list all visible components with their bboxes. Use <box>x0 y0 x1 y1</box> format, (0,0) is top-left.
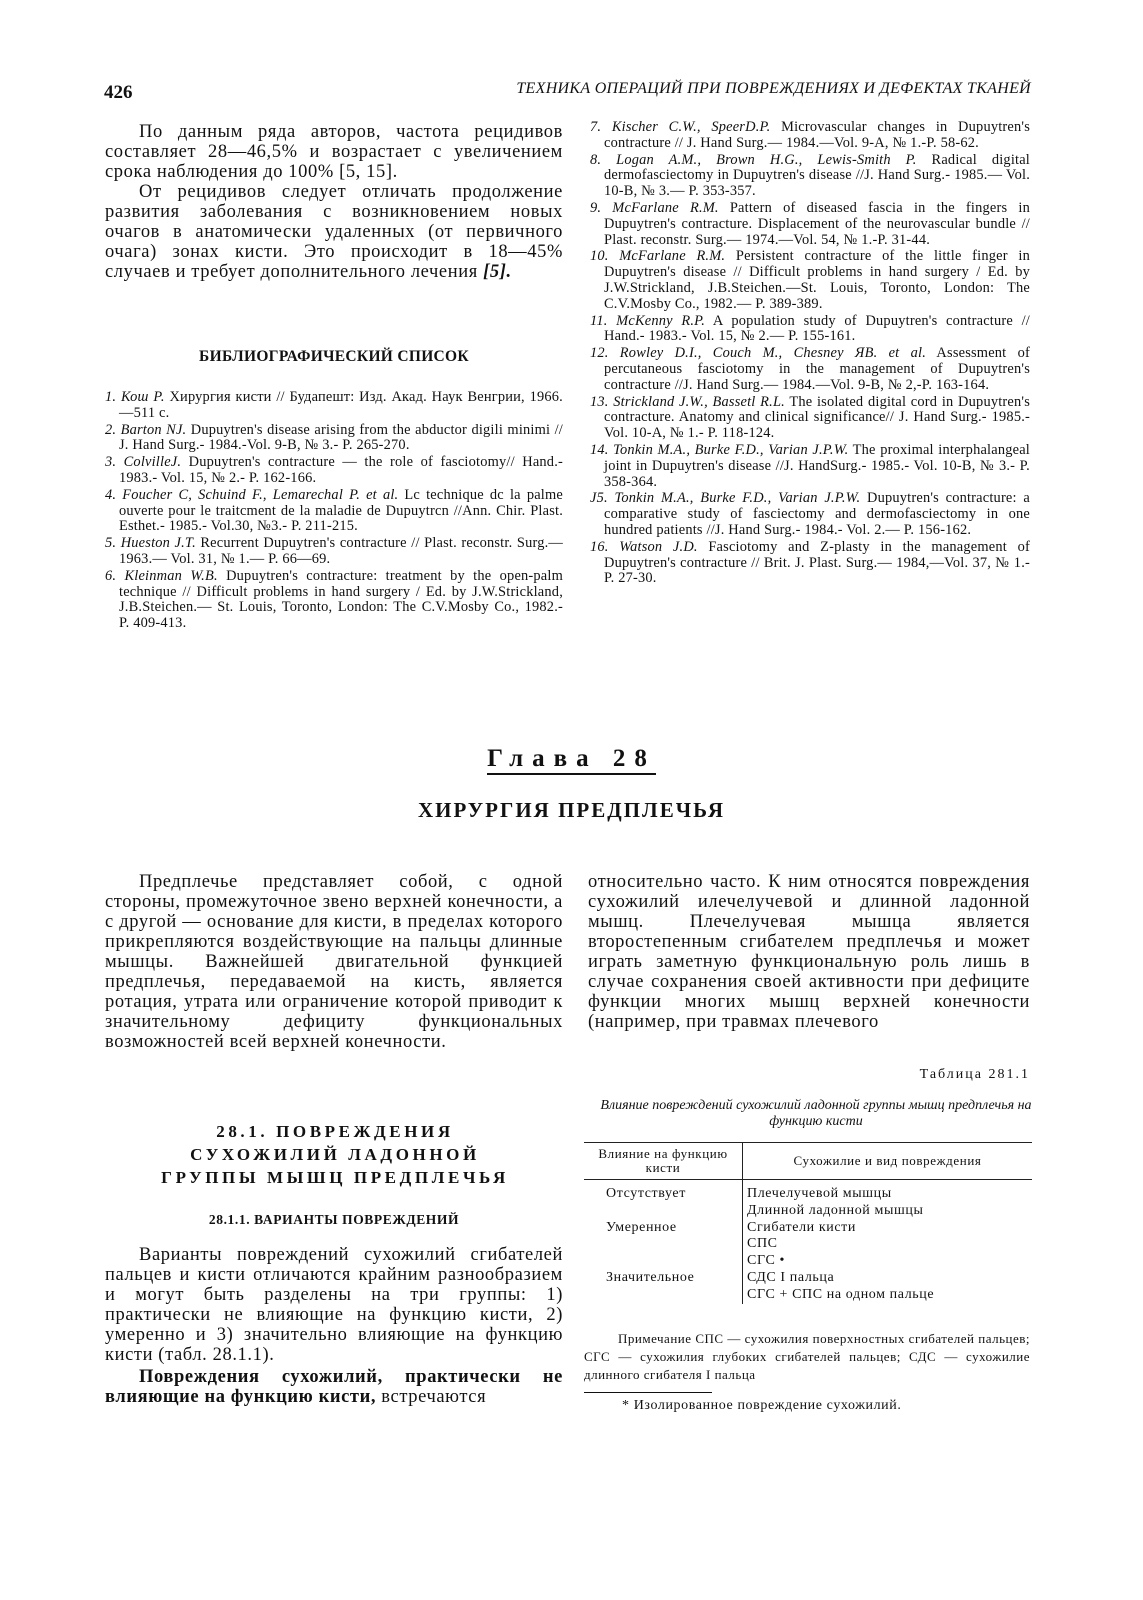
reference-author: 1. Кош Р. <box>105 389 165 405</box>
citation-ref: [5]. <box>483 262 512 282</box>
table-cell-impact <box>584 1253 743 1270</box>
reference-item <box>105 536 563 568</box>
references-right <box>590 120 1030 588</box>
reference-author: 5. Hueston J.T. <box>105 535 196 552</box>
reference-text: Dupuytren's contracture: treatment by the open-palm technique // Difficult problems in hand surgery / Ed. by J.W.Strickland, J.B.Steichen.— St. Louis, Toronto, London: The C.V.Mosby Co., 1982.- P. 409-413. <box>119 567 563 632</box>
table-row <box>584 1203 1032 1220</box>
reference-item <box>590 443 1030 490</box>
bibliography-title: БИБЛИОГРАФИЧЕСКИЙ СПИСОК <box>199 348 469 365</box>
variants-column <box>105 1245 563 1407</box>
reference-author: 9. McFarlane R.M. <box>590 199 719 216</box>
top-left-column <box>105 122 563 282</box>
reference-author: 7. Kischer C.W., SpeerD.P. <box>590 119 771 135</box>
reference-item <box>590 491 1030 538</box>
table-note-block <box>584 1330 1030 1384</box>
table-cell-impact: Отсутствует <box>606 1186 686 1201</box>
table-footnote: * Изолированное повреждение сухожилий. <box>622 1398 902 1413</box>
table-cell-tendon: СПС <box>743 1236 1033 1253</box>
progression-paragraph <box>105 182 563 282</box>
table-container <box>584 1142 1032 1304</box>
reference-item <box>105 423 563 455</box>
page-number: 426 <box>104 82 133 103</box>
reference-item <box>105 569 563 632</box>
lower-right-column <box>588 872 1030 1032</box>
section-heading: 28.1. ПОВРЕЖДЕНИЯ СУХОЖИЛИЙ ЛАДОННОЙ ГРУППЫ МЫШЦ ПРЕДПЛЕЧЬЯ <box>161 1122 509 1187</box>
table-header-impact: Влияние на функцию кисти <box>584 1143 743 1180</box>
table-header-tendon: Сухожилие и вид повреждения <box>743 1143 1033 1180</box>
reference-text: Assessment of percutaneous fasciotomy in the management of Dupuytren's contracture //J. Hand Surg.— 1984.—Vol. 9-B, № 2,-P. 163-164. <box>604 345 1030 393</box>
table-header-row <box>584 1143 1032 1180</box>
chapter-label <box>0 745 1143 773</box>
reference-text: Dupuytren's contracture: a comparative study of fasciectomy and dermofasciectomy in one hundred patients //J. Hand Surg.- 1984.- Vol. 2.— P. 156-162. <box>604 490 1030 538</box>
progression-text: От рецидивов следует отличать продолжение развития заболевания с возникновением новых очагов в анатомически удаленных (от первичного очага) зонах кисти. Это происходит в 18—45% случаев и требует дополнительного лечения <box>105 182 563 282</box>
reference-text: Pattern of diseased fascia in the fingers in Dupuytren's contracture. Displacement of the neurovascular bundle // Plast. reconstr. Surg.— 1974.—Vol. 54, № 1.-P. 31-44. <box>604 199 1030 248</box>
table-cell-impact <box>584 1287 743 1304</box>
table-cell-tendon: Плечелучевой мышцы <box>743 1180 1033 1203</box>
reference-item <box>590 540 1030 587</box>
lower-left-column <box>105 872 563 1052</box>
reference-text: Persistent contracture of the little finger in Dupuytren's disease // Difficult problems in hand surgery / Ed. by J.W.Strickland, J.B.Steichen.—St. Louis, Toronto, London: The C.V.Mosby Co., 1982.— P. 389-389. <box>604 248 1030 312</box>
table-cell-tendon: СГС + СПС на одном пальце <box>743 1287 1033 1304</box>
table-cell-impact: Значительное <box>606 1269 695 1285</box>
table-cell-tendon: СДС I пальца <box>743 1270 1033 1287</box>
table-label: Таблица 281.1 <box>919 1067 1030 1082</box>
reference-author: 6. Kleinman W.B. <box>105 567 218 584</box>
bold-tail: встречаются <box>376 1387 487 1407</box>
bold-lead: Повреждения сухожилий, практически не влияющие на функцию кисти, <box>105 1367 563 1407</box>
reference-item <box>590 314 1030 346</box>
chapter-label-text: Глава 28 <box>487 745 656 775</box>
reference-author: 14. Tonkin M.A., Burke F.D., Varian J.P.W. <box>590 441 849 458</box>
reference-text: The proximal interphalangeal joint in Dupuytren's disease //J. HandSurg.- 1985.- Vol. 10-B, № 3.- P. 358-364. <box>604 441 1030 490</box>
reference-text: Fasciotomy and Z-plasty in the management of Dupuytren's contracture // Brit. J. Plast. Surg.— 1984,—Vol. 37, № 1.- P. 27-30. <box>604 538 1030 587</box>
subsection-heading: 28.1.1. ВАРИАНТЫ ПОВРЕЖДЕНИЙ <box>208 1212 460 1227</box>
variants-paragraph: Варианты повреждений сухожилий сгибателей пальцев и кисти отличаются крайним разнообразием и могут быть разделены на три группы: 1) практически не влияющие на функцию кисти, 2) умеренно и 3) значительно влияющие на функцию кисти (табл. 28.1.1). <box>105 1245 563 1365</box>
table-row <box>584 1236 1032 1253</box>
reference-author: J5. Tonkin M.A., Burke F.D., Varian J.P.W. <box>590 490 861 507</box>
recurrence-paragraph: По данным ряда авторов, частота рецидивов составляет 28—46,5% и возрастает с увеличением срока наблюдения до 100% [5, 15]. <box>105 122 563 182</box>
table-note: Примечание СПС — сухожилия поверхностных сгибателей пальцев; СГС — сухожилия глубоких сгибателей пальцев; СДС — сухожилие длинного сгибателя I пальца <box>584 1331 1030 1382</box>
reference-text: A population study of Dupuytren's contracture // Hand.- 1983.- Vol. 15, № 2.— P. 155-161. <box>604 312 1030 345</box>
reference-item <box>105 390 563 422</box>
running-title: ТЕХНИКА ОПЕРАЦИЙ ПРИ ПОВРЕЖДЕНИЯХ И ДЕФЕКТАХ ТКАНЕЙ <box>516 80 1031 97</box>
reference-item <box>590 120 1030 152</box>
reference-author: 12. Rowley D.I., Couch M., Chesney ЯB. et al. <box>590 345 926 362</box>
table-row <box>584 1270 1032 1287</box>
reference-author: 16. Watson J.D. <box>590 538 698 555</box>
table-cell-impact: Умеренное <box>606 1219 677 1235</box>
reference-item <box>590 201 1030 248</box>
reference-text: Recurrent Dupuytren's contracture // Plast. reconstr. Surg.— 1963.— Vol. 31, № 1.— P. 66—69. <box>119 535 563 567</box>
reference-author: 13. Strickland J.W., Bassetl R.L. <box>590 393 785 410</box>
reference-author: 11. McKenny R.P. <box>590 312 706 329</box>
bold-lead-paragraph <box>105 1367 563 1407</box>
reference-text: Dupuytren's disease arising from the abductor digili minimi // J. Hand Surg.- 1984.-Vol. 9-B, № 3.- P. 265-270. <box>119 421 563 454</box>
data-table <box>584 1142 1032 1304</box>
reference-item <box>590 249 1030 312</box>
footnote-rule <box>584 1392 712 1393</box>
references-left <box>105 390 563 633</box>
table-caption: Влияние повреждений сухожилий ладонной группы мышц предплечья на функцию кисти <box>600 1098 1032 1129</box>
table-cell-tendon: Сгибатели кисти <box>743 1220 1033 1237</box>
reference-text: Radical digital dermofasciectomy in Dupuytren's disease //J. Hand Surg.- 1985.— Vol. 10-B, № 3.— P. 353-357. <box>604 151 1030 200</box>
intro-left-paragraph: Предплечье представляет собой, с одной стороны, промежуточное звено верхней конечности, а с другой — основание для кисти, в пределах которого прикрепляются воздействующие на пальцы длинные мышцы. Важнейшей двигательной функцией предплечья, передаваемой на кисть, является ротация, утрата или ограничение которой приводит к значительному дефициту функциональных возможностей всей верхней конечности. <box>105 872 563 1052</box>
chapter-title: ХИРУРГИЯ ПРЕДПЛЕЧЬЯ <box>417 798 726 822</box>
reference-item <box>105 455 563 487</box>
reference-author: 2. Barton NJ. <box>105 421 187 438</box>
reference-text: Microvascular changes in Dupuytren's contracture // J. Hand Surg.— 1984.—Vol. 9-A, № 1.-P. 58-62. <box>604 119 1030 151</box>
reference-author: 4. Foucher C, Schuind F., Lemarechal P. et al. <box>105 486 399 503</box>
reference-text: Lc technique dc la palme ouverte pour le traitcment de la maladie de Dupuytrcn //Ann. Chir. Plast. Esthet.- 1985.- Vol.30, №3.- P. 211-215. <box>119 486 563 535</box>
reference-item <box>105 488 563 535</box>
table-row <box>584 1180 1032 1203</box>
reference-text: Dupuytren's contracture — the role of fasciotomy// Hand.- 1983.- Vol. 15, № 2.- P. 162-166. <box>119 454 563 486</box>
table-row <box>584 1253 1032 1270</box>
table-row <box>584 1220 1032 1237</box>
reference-author: 3. ColvilleJ. <box>105 454 182 471</box>
reference-item <box>590 395 1030 442</box>
reference-text: Хирургия кисти // Будапешт: Изд. Акад. Наук Венгрии, 1966.—511 с. <box>119 389 563 421</box>
reference-author: 8. Logan A.M., Brown H.G., Lewis-Smith P. <box>590 151 917 168</box>
reference-item <box>590 346 1030 393</box>
table-body <box>584 1180 1032 1304</box>
reference-author: 10. McFarlane R.M. <box>590 248 726 265</box>
table-cell-impact <box>584 1236 743 1253</box>
reference-text: The isolated digital cord in Dupuytren's contracture. Anatomy and clinical significance// J. Hand Surg.- 1985.- Vol. 10-A, № 1.- P. 118-124. <box>604 393 1030 442</box>
table-row <box>584 1287 1032 1304</box>
table-cell-tendon: СГС • <box>743 1253 1033 1270</box>
table-cell-tendon: Длинной ладонной мышцы <box>743 1203 1033 1220</box>
intro-right-paragraph: относительно часто. К ним относятся повреждения сухожилий илечелучевой и длинной ладонной мышц. Плечелучевая мышца является второстепенным сгибателем предплечья и может играть заметную функциональную роль лишь в случае сохранения своей активности при дефиците функции многих мышц верхней конечности (например, при травмах плечевого <box>588 872 1030 1032</box>
reference-item <box>590 153 1030 200</box>
table-cell-impact <box>584 1203 743 1220</box>
